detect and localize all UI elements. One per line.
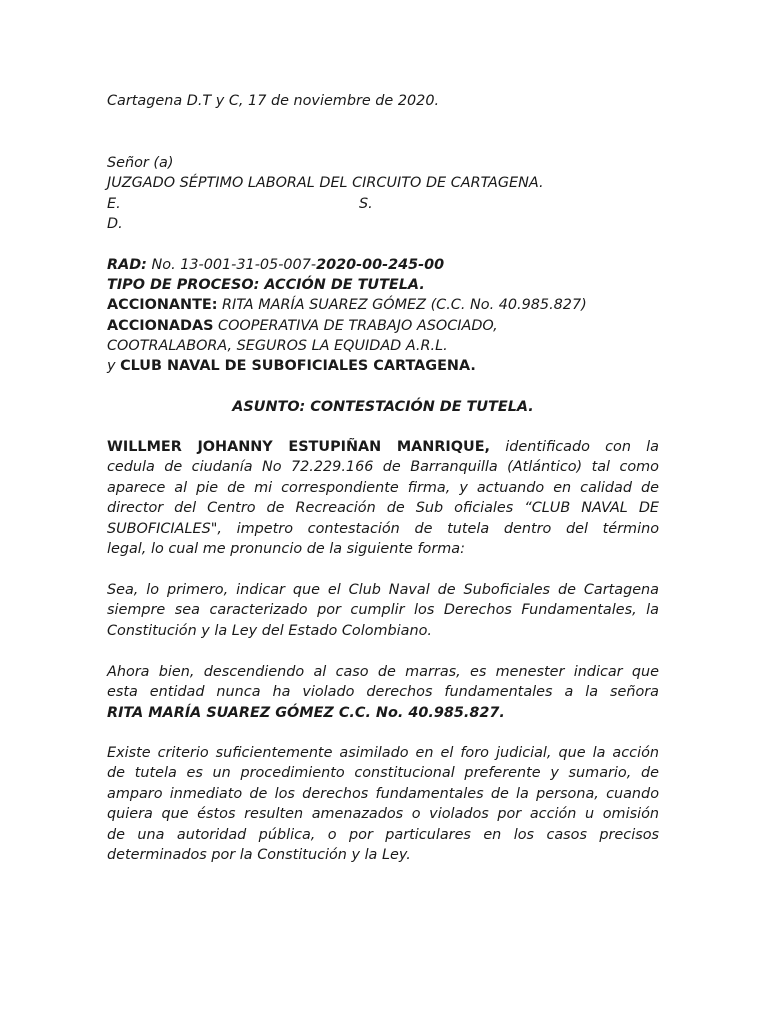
addressee-d: D. [107, 216, 123, 232]
paragraph-1-line: legal, lo cual me pronuncio de la siguiente forma: [107, 541, 465, 558]
paragraph-3-line: Ahora bien, descendiendo al caso de marras, es menester indicar que [107, 664, 659, 680]
accionante-value: RITA MARÍA SUAREZ GÓMEZ (C.C. No. 40.985.827) [217, 297, 587, 313]
accionadas-club: CLUB NAVAL DE SUBOFICIALES CARTAGENA. [120, 358, 476, 374]
date-line: Cartagena D.T y C, 17 de noviembre de 2020. [107, 93, 440, 109]
paragraph-3-line: esta entidad nunca ha violado derechos fundamentales a la señora [107, 684, 659, 701]
signatory-name: WILLMER JOHANNY ESTUPIÑAN MANRIQUE, [107, 439, 490, 455]
process-type: TIPO DE PROCESO: ACCIÓN DE TUTELA. [107, 277, 425, 293]
rad-number: No. 13-001-31-05-007- [146, 257, 317, 273]
accionadas-club-line [107, 356, 476, 376]
salutation: Señor (a) [107, 155, 174, 171]
accionadas-value-2: COOTRALABORA, SEGUROS LA EQUIDAD A.R.L. [107, 338, 448, 354]
rad-label: RAD: [107, 257, 147, 273]
paragraph-1 [107, 437, 659, 559]
rad-number-bold: 2020-00-245-00 [316, 257, 445, 273]
paragraph-4-line: de una autoridad pública, o por particulares en los casos precisos [107, 826, 659, 843]
paragraph-4-line: determinados por la Constitución y la Ley. [107, 847, 411, 864]
accionadas-line [107, 316, 498, 336]
court-name: JUZGADO SÉPTIMO LABORAL DEL CIRCUITO DE CARTAGENA. [107, 175, 544, 191]
paragraph-1-line: WILLMER JOHANNY ESTUPIÑAN MANRIQUE, identificado con la [107, 439, 659, 455]
paragraph-4-line: amparo inmediato de los derechos fundamentales de la persona, cuando [107, 785, 659, 802]
paragraph-4-line: Existe criterio suficientemente asimilado en el foro judicial, que la acción [107, 745, 659, 761]
rad-line [107, 255, 444, 275]
paragraph-4-line: quiera que éstos resulten amenazados o violados por acción u omisión [107, 806, 659, 823]
paragraph-3 [107, 662, 659, 723]
addressee-s: S. [359, 196, 373, 212]
paragraph-2-line: Sea, lo primero, indicar que el Club Naval de Suboficiales de Cartagena [107, 582, 659, 598]
paragraph-1-line: director del Centro de Recreación de Sub oficiales “CLUB NAVAL DE [107, 500, 659, 517]
paragraph-1-line: aparece al pie de mi correspondiente firma, y actuando en calidad de [107, 479, 659, 496]
accionante-reference: RITA MARÍA SUAREZ GÓMEZ C.C. No. 40.985.827. [107, 704, 505, 721]
addressee-e: E. [107, 196, 121, 212]
paragraph-4 [107, 743, 659, 865]
accionadas-y: y [107, 358, 121, 374]
paragraph-1-line: SUBOFICIALES", impetro contestación de tutela dentro del término [107, 520, 659, 537]
paragraph-2 [107, 580, 659, 641]
accionante-label: ACCIONANTE: [107, 297, 218, 313]
accionadas-label: ACCIONADAS [107, 318, 214, 334]
paragraph-2-line: siempre sea caracterizado por cumplir los Derechos Fundamentales, la [107, 602, 659, 619]
accionante-line [107, 295, 587, 315]
asunto-heading: ASUNTO: CONTESTACIÓN DE TUTELA. [232, 399, 534, 415]
paragraph-1-line: cedula de ciudanía No 72.229.166 de Barranquilla (Atlántico) tal como [107, 459, 659, 476]
accionadas-value-1: COOPERATIVA DE TRABAJO ASOCIADO, [213, 318, 498, 334]
paragraph-2-line: Constitución y la Ley del Estado Colombiano. [107, 622, 432, 639]
paragraph-4-line: de tutela es un procedimiento constitucional preferente y sumario, de [107, 765, 659, 782]
